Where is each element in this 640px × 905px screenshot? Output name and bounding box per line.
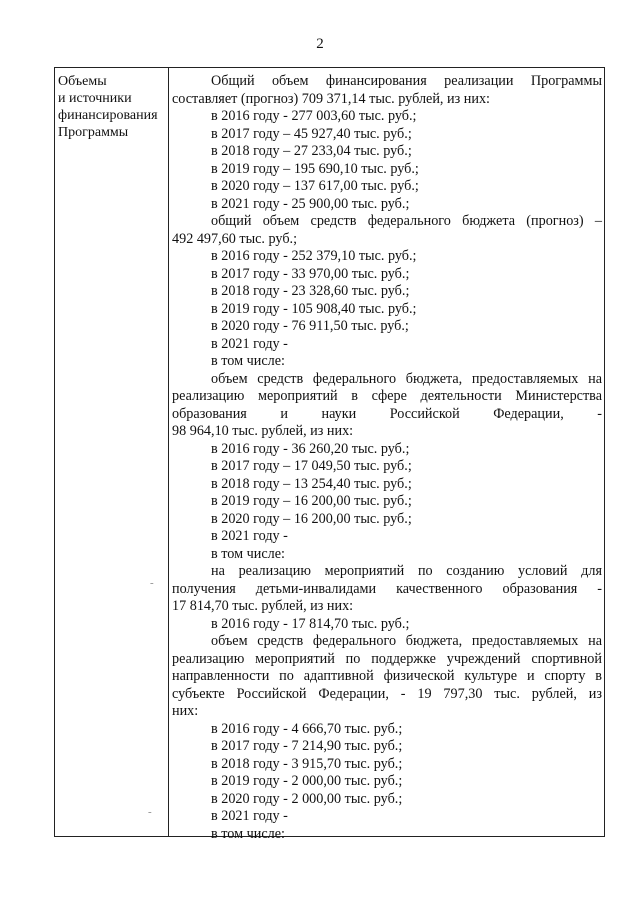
section-label-line: и источники (58, 91, 132, 106)
scan-mark: - (148, 806, 152, 818)
text-line: в 2017 году – 17 049,50 тыс. руб.; (211, 458, 412, 474)
text-line: в 2020 году – 137 617,00 тыс. руб.; (211, 178, 419, 194)
text-line: в 2016 году - 36 260,20 тыс. руб.; (211, 440, 410, 457)
text-line: в 2018 году - 23 328,60 тыс. руб.; (211, 283, 410, 299)
scan-mark: - (150, 577, 154, 589)
text-line: в 2021 году - (211, 335, 288, 352)
text-line: реализацию мероприятий в сфере деятельности Министерства (172, 388, 602, 404)
section-label-line: Программы (58, 125, 129, 140)
financing-table (54, 67, 605, 842)
text-line: 98 964,10 тыс. рублей, из них: (172, 423, 354, 439)
text-line: образования и науки Российской Федерации, - (172, 405, 602, 422)
section-label (58, 73, 166, 141)
text-line: Общий объем финансирования реализации Программы (211, 73, 602, 89)
financing-text (172, 73, 602, 843)
text-line: в том числе: (211, 825, 285, 842)
text-line: в 2019 году - 2 000,00 тыс. руб.; (211, 773, 403, 789)
text-line: в 2020 году - 76 911,50 тыс. руб.; (211, 318, 409, 334)
page-number: 2 (316, 36, 324, 52)
text-line: в том числе: (211, 353, 285, 369)
text-line: в 2019 году – 16 200,00 тыс. руб.; (211, 493, 412, 509)
text-line: в 2016 году - 17 814,70 тыс. руб.; (211, 615, 410, 632)
text-line: в 2017 году - 7 214,90 тыс. руб.; (211, 738, 403, 754)
text-line: в 2018 году – 13 254,40 тыс. руб.; (211, 475, 412, 492)
column-divider (168, 68, 169, 836)
text-line: в 2021 году - (211, 808, 288, 824)
text-line: в 2017 году – 45 927,40 тыс. руб.; (211, 125, 412, 142)
text-line: в 2017 году - 33 970,00 тыс. руб.; (211, 265, 410, 282)
text-line: составляет (прогноз) 709 371,14 тыс. рублей, из них: (172, 90, 490, 107)
text-line: направленности по адаптивной физической культуре и спорту в (172, 668, 602, 684)
text-line: 492 497,60 тыс. руб.; (172, 230, 298, 247)
text-line: в том числе: (211, 545, 285, 562)
text-line: в 2016 году - 277 003,60 тыс. руб.; (211, 108, 417, 124)
text-line: в 2016 году - 252 379,10 тыс. руб.; (211, 248, 417, 264)
text-line: 17 814,70 тыс. рублей, из них: (172, 598, 354, 614)
text-line: получения детьми-инвалидами качественного образования - (172, 580, 602, 597)
text-line: в 2019 году - 105 908,40 тыс. руб.; (211, 300, 417, 317)
text-line: на реализацию мероприятий по созданию условий для (211, 563, 602, 579)
text-line: объем средств федерального бюджета, предоставляемых на (211, 370, 602, 387)
text-line: них: (172, 703, 199, 719)
text-line: в 2021 году - 25 900,00 тыс. руб.; (211, 195, 410, 212)
section-label-line: финансирования (58, 108, 158, 123)
text-line: в 2020 году – 16 200,00 тыс. руб.; (211, 510, 412, 527)
text-line: в 2020 году - 2 000,00 тыс. руб.; (211, 790, 403, 807)
text-line: в 2018 году - 3 915,70 тыс. руб.; (211, 755, 403, 772)
text-line: общий объем средств федерального бюджета (прогноз) – (211, 213, 602, 229)
text-line: в 2019 году – 195 690,10 тыс. руб.; (211, 160, 419, 177)
text-line: субъекте Российской Федерации, - 19 797,30 тыс. рублей, из (172, 685, 602, 702)
section-label-line: Объемы (58, 74, 107, 89)
text-line: в 2021 году - (211, 528, 288, 544)
text-line: реализацию мероприятий по поддержке учреждений спортивной (172, 650, 602, 667)
text-line: в 2016 году - 4 666,70 тыс. руб.; (211, 720, 403, 737)
text-line: объем средств федерального бюджета, предоставляемых на (211, 633, 602, 649)
text-line: в 2018 году – 27 233,04 тыс. руб.; (211, 143, 412, 159)
